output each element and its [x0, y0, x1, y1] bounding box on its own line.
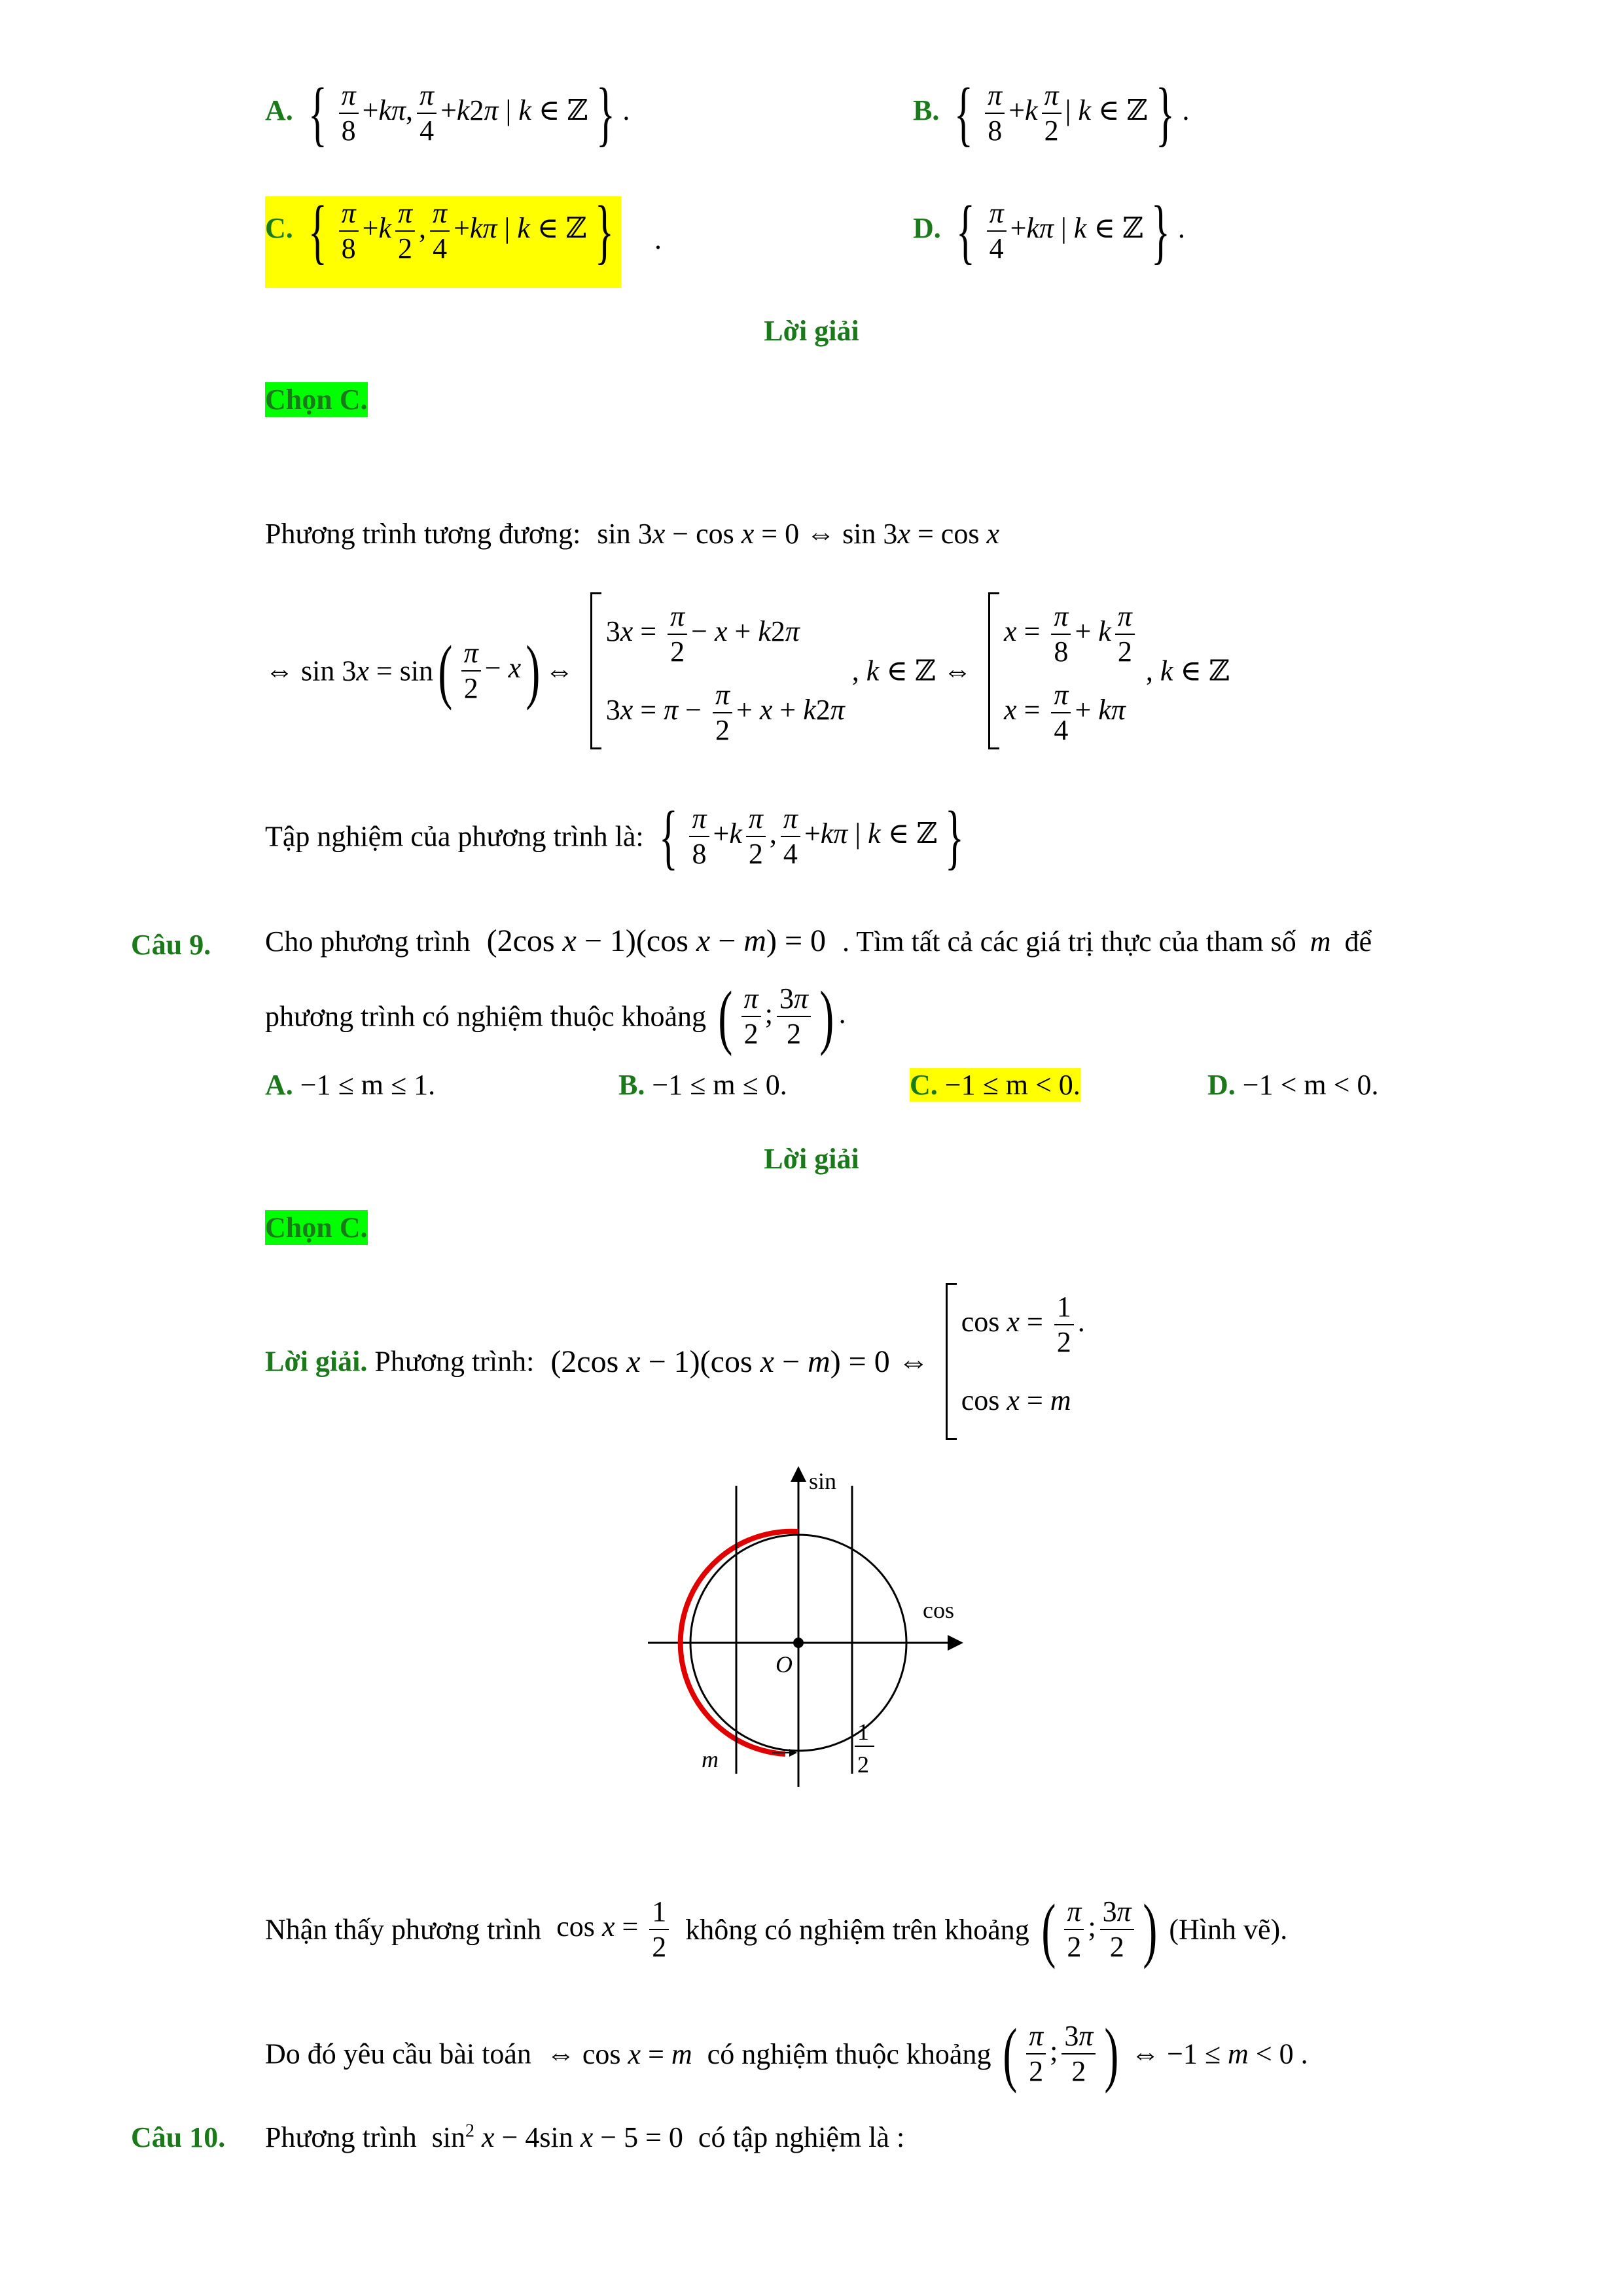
result-text: Tập nghiệm của phương trình là:: [265, 820, 644, 853]
q9-solution-heading: Lời giải: [764, 1143, 859, 1175]
q9-number: Câu 9.: [131, 929, 211, 961]
option-label: B.: [913, 94, 940, 127]
q9-final: [265, 2014, 1308, 2094]
q9-text4: phương trình có nghiệm thuộc khoảng: [265, 1000, 707, 1033]
note-interval: ( $\frac{\pi}{2}$ ; $\frac{3\pi}{2}$ ): [1041, 1890, 1158, 1969]
q9-text1: Cho phương trình: [265, 925, 471, 958]
q8-option-a: [265, 73, 630, 153]
q10-text2: có tập nghiệm là :: [698, 2121, 905, 2153]
q8-choice: [265, 383, 368, 416]
note-text3: (Hình vẽ).: [1169, 1913, 1288, 1946]
option-label: C.: [265, 212, 293, 245]
q8-solution-heading: Lời giải: [764, 315, 859, 347]
line-math: sin 3x − cos x = 0 ⇔ sin 3x = cos x: [597, 518, 999, 550]
lead-label: Lời giải.: [265, 1345, 368, 1378]
note-text1: Nhận thấy phương trình: [265, 1913, 542, 1946]
q8-result: [265, 797, 972, 876]
option-label: C.: [910, 1069, 938, 1101]
choice-badge: Chọn C.: [265, 384, 368, 416]
option-value: −1 ≤ m ≤ 0.: [652, 1069, 787, 1101]
q9-solution-lead: Lời giải. Phương trình: (2cos x − 1)(cos x − m) = 0 ⇔ cos x = $\frac{1}{2}$ . cos x = m: [265, 1283, 1085, 1440]
q10-math: $\sin^2 x - 4\sin$ x − 5 = 0: [431, 2121, 683, 2153]
q9-param: m: [1310, 925, 1331, 958]
choice-badge: Chọn C.: [265, 1211, 368, 1244]
option-expr: { $\frac{\pi}{4}$ +kπ | k ∈ ℤ } .: [955, 191, 1185, 271]
option-label: A.: [265, 1069, 293, 1101]
option-value: −1 < m < 0.: [1242, 1069, 1379, 1101]
option-expr: { $\frac{\pi}{8}$ +k $\frac{\pi}{2}$ | k ∈ ℤ } .: [954, 73, 1190, 153]
option-label: D.: [1207, 1069, 1236, 1101]
sin-label: sin: [809, 1468, 837, 1494]
q9-interval: ( $\frac{\pi}{2}$ ; $\frac{3\pi}{2}$ ) .: [718, 977, 846, 1056]
final-interval: ( $\frac{\pi}{2}$ ; $\frac{3\pi}{2}$ ): [1003, 2014, 1119, 2094]
q9-text-line1: [265, 923, 1372, 959]
q8-option-d: [913, 191, 1185, 271]
half-numerator: 1: [857, 1719, 869, 1745]
option-label: D.: [913, 212, 941, 245]
q10-number: Câu 10.: [131, 2121, 226, 2153]
option-value: −1 ≤ m ≤ 1.: [300, 1069, 436, 1101]
note-text2: không có nghiệm trên khoảng: [685, 1913, 1029, 1946]
q8-option-c-period: .: [654, 223, 662, 255]
line-text: Phương trình tương đương:: [265, 518, 581, 550]
final-text1: Do đó yêu cầu bài toán: [265, 2037, 531, 2070]
q10-text: [265, 2121, 904, 2154]
option-label: A.: [265, 94, 293, 127]
unit-circle-figure: [641, 1466, 982, 1806]
lead-math: (2cos x − 1)(cos x − m) = 0 ⇔: [550, 1344, 929, 1379]
origin-point: [793, 1638, 804, 1648]
q9-text2: . Tìm tất cả các giá trị thực của tham số: [842, 925, 1296, 958]
q9-text3: để: [1344, 925, 1372, 958]
q9-text-line2: [265, 977, 846, 1056]
final-math1: ⇔ cos x = m: [546, 2037, 692, 2070]
lead-text: Phương trình:: [374, 1345, 535, 1378]
note-math: cos x = $\frac{1}{2}$: [556, 1910, 673, 1943]
half-denominator: 2: [857, 1751, 869, 1778]
q9-option-c: [910, 1068, 1080, 1102]
option-expr: { $\frac{\pi}{8}$ +k $\frac{\pi}{2}$ , $\frac{\pi}{4}$ +kπ | k ∈ ℤ }: [308, 191, 614, 271]
q8-solution-step2: ⇔ sin 3x = sin( $\frac{\pi}{2}$ − x) ⇔ 3x = $\frac{\pi}{2}$ − x + k2π 3x = π − $\frac{\pi}{2}$ + x + k2π , k ∈ ℤ ⇔ x = $\frac{\pi}{8}$ + k $\frac{\pi}{2}$ x = $\frac{\pi}{4}$ + kπ , k ∈ ℤ: [265, 592, 1230, 749]
origin-label: O: [776, 1651, 793, 1677]
q9-note: [265, 1890, 1288, 1969]
q9-math1: (2cos x − 1)(cos x − m) = 0: [486, 924, 827, 958]
q8-option-c: [265, 191, 621, 288]
q9-option-a: [265, 1068, 435, 1102]
result-math: { $\frac{\pi}{8}$ +k $\frac{\pi}{2}$ , $\frac{\pi}{4}$ +kπ | k ∈ ℤ }: [658, 797, 965, 876]
cos-label: cos: [923, 1597, 954, 1623]
q9-choice: [265, 1211, 368, 1244]
option-value: −1 ≤ m < 0.: [944, 1069, 1080, 1101]
m-label: m: [702, 1746, 719, 1772]
option-expr: { $\frac{\pi}{8}$ +kπ, $\frac{\pi}{4}$ +k2π | k ∈ ℤ } .: [308, 73, 630, 153]
final-text2: có nghiệm thuộc khoảng: [707, 2037, 991, 2070]
q8-option-b: [913, 73, 1190, 153]
q9-option-b: [618, 1068, 787, 1102]
q8-solution-line1: [265, 517, 999, 550]
q10-text1: Phương trình: [265, 2121, 417, 2153]
final-math2: ⇔ −1 ≤ m < 0 .: [1131, 2037, 1308, 2070]
q9-option-d: [1207, 1068, 1378, 1102]
option-label: B.: [618, 1069, 645, 1101]
